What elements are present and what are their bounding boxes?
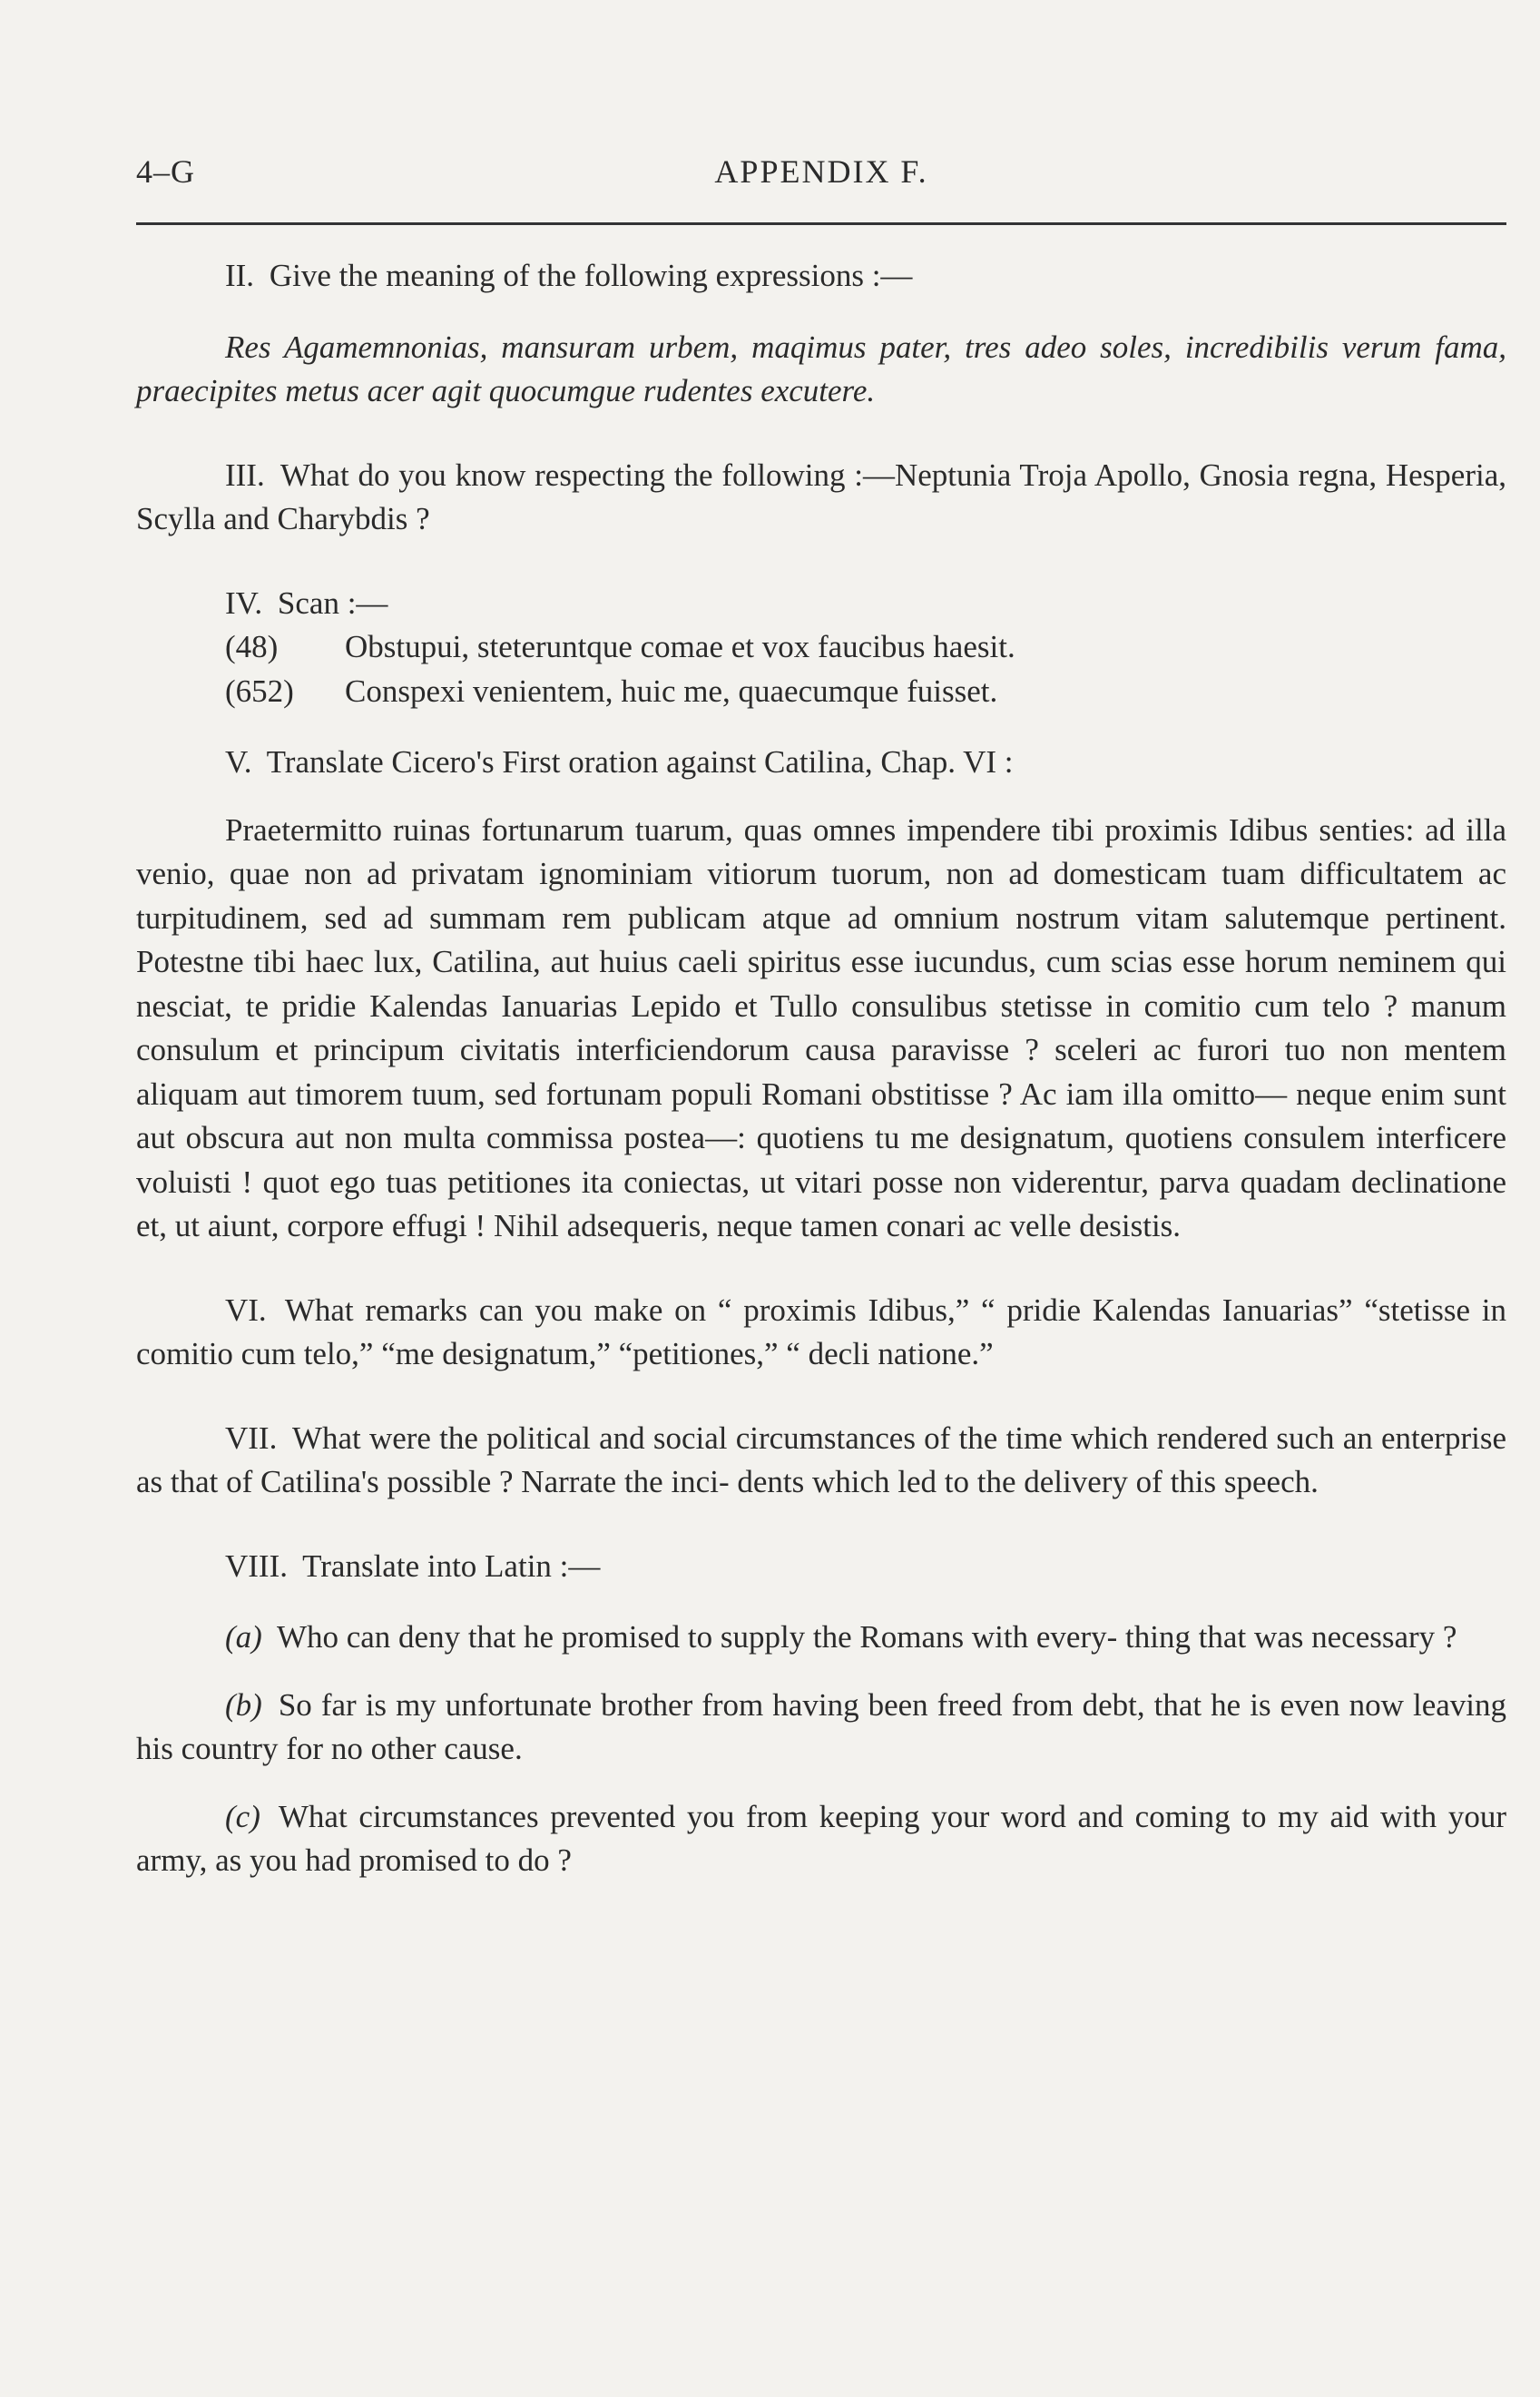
item-text: So far is my unfortunate brother from having been freed from debt, that he is even now leaving his country for no other cause. (136, 1686, 1507, 1766)
verse-ref: (652) (225, 673, 294, 709)
scan-line (136, 670, 1506, 714)
question-text: Translate into Latin :— (302, 1547, 601, 1584)
question-label: II. (225, 258, 255, 293)
translation-item (136, 1795, 1506, 1883)
page-title: APPENDIX F. (714, 153, 928, 190)
page-body (136, 254, 1506, 1883)
question-3 (136, 454, 1506, 542)
item-text: Who can deny that he promised to supply the Romans with every- thing that was necessary ? (276, 1619, 1457, 1655)
question-label: VII. (225, 1420, 278, 1456)
question-label: VIII. (225, 1547, 288, 1584)
question-label: IV. (225, 585, 263, 621)
question-4 (136, 582, 1506, 626)
question-label: VI. (225, 1292, 267, 1328)
question-text: Give the meaning of the following expressions :— (269, 258, 913, 293)
translation-item (136, 1616, 1506, 1660)
item-label: (c) (225, 1798, 260, 1834)
question-5 (136, 741, 1506, 785)
item-label: (a) (225, 1619, 262, 1655)
verse-text: Obstupui, steteruntque comae et vox faucibus haesit. (345, 629, 1015, 664)
page-header (136, 152, 1506, 198)
scan-line (136, 625, 1506, 670)
question-2 (136, 254, 1506, 299)
verse-text: Conspexi venientem, huic me, quaecumque fuisset. (345, 673, 998, 709)
question-text: Scan :— (277, 585, 388, 621)
question-label: III. (225, 457, 265, 493)
question-8 (136, 1545, 1506, 1589)
verse-ref: (48) (225, 629, 279, 664)
header-rule (136, 222, 1506, 225)
translation-item (136, 1684, 1506, 1772)
latin-passage: Praetermitto ruinas fortunarum tuarum, quas omnes impendere tibi proximis Idibus senties: ad illa venio, quae non ad privatam ignominiam vitiorum tuorum, non ad domesticam tuam difficultatem ac turpitudinem, sed ad summam rem publicam atque ad omnium nostrum vitam salutemque pertinent. Potestne tibi haec lux, Catilina, aut huius caeli spiritus esse iucundus, cum scias esse horum neminem qui nesciat, te pridie Kalendas Ianuarias Lepido et Tullo consulibus stetisse in comitio cum telo ? manum consulum et principum civitatis interficiendorum causa paravisse ? sceleri ac furori tuo non mentem aliquam aut timorem tuum, sed fortunam populi Romani obstitisse ? Ac iam illa omitto— neque enim sunt aut obscura aut non multa commissa postea—: quotiens tu me designatum, quotiens consulem interficere voluisti ! quot ego tuas petitiones ita coniectas, ut vitari posse non viderentur, parva quadam declinatione et, ut aiunt, corpore effugi ! Nihil adsequeris, neque tamen conari ac velle desistis. (136, 811, 1506, 1243)
item-text: What circumstances prevented you from keeping your word and coming to my aid with your army, as you had promised to do ? (136, 1798, 1506, 1878)
page-number: 4–G (136, 153, 195, 190)
item-label: (b) (225, 1686, 262, 1723)
expressions-list: Res Agamemnonias, mansuram urbem, maqimus pater, tres adeo soles, incredibilis verum fama, praecipites metus acer agit quocumgue rudentes excutere. (136, 329, 1506, 408)
question-text: What remarks can you make on “ proximis Idibus,” “ pridie Kalendas Ianuarias” “stetisse in comitio cum telo,” “me designatum,” “petitiones,” “ decli natione.” (136, 1292, 1506, 1371)
question-text: What were the political and social circumstances of the time which rendered such an enterprise as that of Catilina's possible ? Narrate the inci- dents which led to the delivery of this speech. (136, 1420, 1506, 1499)
question-label: V. (225, 744, 252, 780)
question-6 (136, 1289, 1506, 1377)
question-7 (136, 1417, 1506, 1505)
question-text: Translate Cicero's First oration against Catilina, Chap. VI : (266, 744, 1014, 780)
question-text: What do you know respecting the following :—Neptunia Troja Apollo, Gnosia regna, Hesperia, Scylla and Charybdis ? (136, 457, 1506, 536)
